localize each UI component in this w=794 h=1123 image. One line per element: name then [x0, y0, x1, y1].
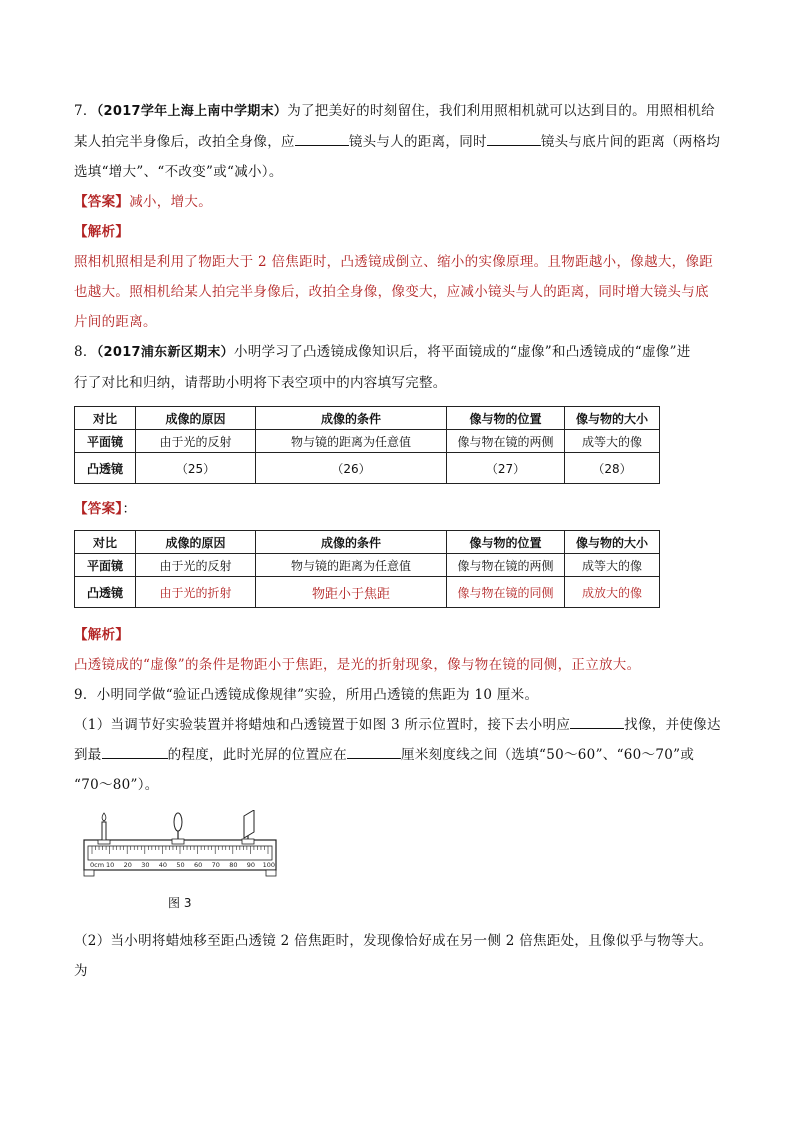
table-cell: （27）	[447, 453, 565, 484]
figure-caption: 图 3	[168, 896, 192, 910]
table-cell: 成等大的像	[565, 430, 660, 453]
q7-source: （2017学年上海上南中学期末）	[96, 104, 288, 119]
q8-answer-table	[74, 530, 660, 608]
ruler-label: 30	[141, 861, 150, 869]
table-cell: 平面镜	[75, 554, 136, 577]
table-cell: 由于光的折射	[136, 577, 256, 608]
light-screen	[242, 810, 254, 844]
ruler-label: 80	[229, 861, 238, 869]
q7-line3: 选填“增大”、“不改变”或“减小）。	[74, 164, 283, 180]
table-header-cell: 成像的条件	[256, 407, 447, 430]
q7-analysis-tag	[74, 217, 724, 247]
ruler-label: 50	[176, 861, 185, 869]
table-cell: 物与镜的距离为任意值	[256, 430, 447, 453]
convex-lens	[172, 813, 184, 844]
analysis-tag: 【解析】	[74, 224, 130, 240]
q9-blank-3[interactable]	[347, 744, 401, 759]
q7-answer-text: 减小，增大。	[129, 194, 213, 210]
q7-analysis-2: 也越大。照相机给某人拍完半身像后，改拍全身像，像变大，应减小镜头与人的距离，同时增大镜头与底	[74, 284, 709, 300]
analysis-tag: 【解析】	[74, 627, 130, 643]
q7-analysis-1: 照相机照相是利用了物距大于 2 倍焦距时，凸透镜成倒立、缩小的实像原理。且物距越小，像越大，像距	[74, 254, 714, 270]
answer-tag: 【答案】	[74, 194, 130, 210]
q9-text-p2a: 到最	[74, 747, 102, 763]
ruler-label: 40	[158, 861, 168, 869]
q9-p3: “70～80”）。	[74, 777, 159, 793]
q9-blank-2[interactable]	[102, 744, 168, 759]
table-row	[75, 577, 660, 608]
q7-text-1: 为了把美好的时刻留住，我们利用照相机就可以达到目的。用照相机给	[287, 103, 715, 119]
q8-question-table	[74, 406, 660, 484]
table-cell: 凸透镜	[75, 453, 136, 484]
table-cell: 由于光的反射	[136, 554, 256, 577]
q7-text-2a: 某人拍完半身像后，改拍全身像，应	[74, 134, 295, 150]
table-cell: （26）	[256, 453, 447, 484]
q9-p4: （2）当小明将蜡烛移至距凸透镜 2 倍焦距时，发现像恰好成在另一侧 2 倍焦距处，且像似乎与物等大。为	[74, 933, 713, 979]
q9-blank-1[interactable]	[570, 714, 624, 729]
q7-blank-2[interactable]	[487, 131, 541, 146]
table-cell: 物距小于焦距	[256, 577, 447, 608]
q9-p1	[74, 710, 724, 740]
q7-answer	[74, 187, 724, 217]
table-header-cell: 像与物的位置	[447, 531, 565, 554]
optical-bench-diagram	[78, 810, 278, 892]
candle	[98, 813, 110, 844]
q8-analysis-1: 凸透镜成的“虚像”的条件是物距小于焦距，是光的折射现象，像与物在镜的同侧，正立放大。	[74, 657, 641, 673]
table-header-cell: 对比	[75, 407, 136, 430]
table-header-cell: 像与物的大小	[565, 531, 660, 554]
q9-line1	[74, 680, 724, 710]
table-header-cell: 像与物的位置	[447, 407, 565, 430]
answer-colon: ：	[122, 501, 137, 517]
ruler-label: 20	[123, 861, 132, 869]
q7-blank-1[interactable]	[295, 131, 349, 146]
q8-line1	[74, 337, 724, 368]
table-cell: （25）	[136, 453, 256, 484]
optical-bench-figure	[78, 810, 278, 920]
ruler-label: 0cm	[90, 861, 105, 869]
table-header-row	[75, 407, 660, 430]
q7-text-2c: 镜头与底片间的距离（两格均	[540, 134, 721, 150]
ruler-label: 60	[194, 861, 203, 869]
table-header-cell: 像与物的大小	[565, 407, 660, 430]
table-header-cell: 对比	[75, 531, 136, 554]
ruler-label: 100	[262, 861, 276, 869]
q7-analysis-3: 片间的距离。	[74, 314, 157, 330]
q8-analysis-tag	[74, 620, 724, 650]
ruler-label: 90	[246, 861, 256, 869]
table-header-cell: 成像的条件	[256, 531, 447, 554]
q9-text-p2b: 的程度，此时光屏的位置应在	[167, 747, 348, 763]
q7-text-2b: 镜头与人的距离，同时	[348, 134, 487, 150]
ruler-label: 70	[211, 861, 220, 869]
table-cell: 成放大的像	[565, 577, 660, 608]
q9-text-p1b: 找像，并使像达	[624, 717, 721, 733]
q9-p2	[74, 740, 724, 770]
table-row	[75, 453, 660, 484]
q8-text-1: 小明学习了凸透镜成像知识后，将平面镜成的“虚像”和凸透镜成的“虚像”进	[234, 344, 691, 360]
table-cell: 物与镜的距离为任意值	[256, 554, 447, 577]
answer-tag: 【答案】	[74, 501, 123, 517]
table-cell: 像与物在镜的两侧	[447, 554, 565, 577]
q7-line2	[74, 127, 724, 157]
table-cell: 像与物在镜的同侧	[447, 577, 565, 608]
table-cell: 由于光的反射	[136, 430, 256, 453]
q8-line2: 行了对比和归纳，请帮助小明将下表空项中的内容填写完整。	[74, 375, 447, 391]
q9-number: 9．	[74, 687, 97, 703]
q7-line1	[74, 96, 724, 127]
q9-text-p2c: 厘米刻度线之间（选填“50～60”、“60～70”或	[401, 747, 695, 763]
document-page	[74, 96, 724, 986]
table-cell: （28）	[565, 453, 660, 484]
table-header-row	[75, 531, 660, 554]
q8-number: 8．	[74, 344, 97, 360]
table-header-cell: 成像的原因	[136, 531, 256, 554]
table-row	[75, 554, 660, 577]
table-cell: 成等大的像	[565, 554, 660, 577]
q8-answer	[74, 494, 724, 524]
table-cell: 凸透镜	[75, 577, 136, 608]
table-cell: 平面镜	[75, 430, 136, 453]
q7-number: 7．	[74, 103, 97, 119]
q8-source: （2017浦东新区期末）	[96, 345, 234, 360]
table-header-cell: 成像的原因	[136, 407, 256, 430]
q9-text-p1a: （1）当调节好实验装置并将蜡烛和凸透镜置于如图 3 所示位置时，接下去小明应	[74, 717, 571, 733]
table-cell: 像与物在镜的两侧	[447, 430, 565, 453]
q9-text-1: 小明同学做“验证凸透镜成像规律”实验，所用凸透镜的焦距为 10 厘米。	[96, 687, 539, 703]
table-row	[75, 430, 660, 453]
ruler-label: 10	[106, 861, 115, 869]
